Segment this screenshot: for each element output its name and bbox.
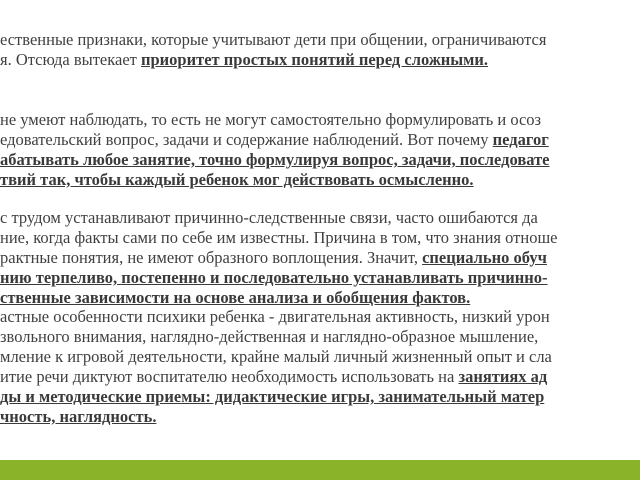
paragraph-line [0, 229, 640, 247]
paragraph-line [0, 151, 640, 169]
paragraph [0, 31, 640, 69]
paragraph-line [0, 249, 640, 267]
paragraph-line [0, 289, 640, 307]
paragraph [0, 209, 640, 307]
emphasized-text: ственные зависимости на основе анализа и обобщения фактов. [0, 288, 471, 307]
text-segment: с трудом устанавливают причинно-следственные связи, часто ошибаются да [0, 208, 538, 227]
paragraph-line [0, 51, 640, 69]
paragraph-line [0, 131, 640, 149]
text-segment: ественные признаки, которые учитывают дети при общении, ограничиваются [0, 30, 547, 49]
footer-separator [0, 448, 640, 460]
paragraph-line [0, 348, 640, 366]
text-segment: ние, когда факты сами по себе им известны. Причина в том, что знания отноше [0, 228, 558, 247]
emphasized-text: специально обуч [422, 248, 547, 267]
text-segment: рактные понятия, не имеют образного воплощения. Значит, [0, 248, 423, 267]
paragraph-line [0, 269, 640, 287]
emphasized-text: ды и методические приемы: дидактические игры, занимательный матер [0, 387, 545, 406]
text-segment: я. Отсюда вытекает [0, 50, 141, 69]
emphasized-text: твий так, чтобы каждый ребенок мог действовать осмысленно. [0, 170, 474, 189]
text-segment: звольного внимания, наглядно-действенная и наглядно-образное мышление, [0, 327, 539, 346]
paragraph-line [0, 388, 640, 406]
paragraph-line [0, 31, 640, 49]
text-segment: едовательский вопрос, задачи и содержание наблюдений. Вот почему [0, 130, 493, 149]
paragraph-line [0, 308, 640, 326]
paragraph-line [0, 368, 640, 386]
paragraph-line [0, 408, 640, 426]
paragraph [0, 308, 640, 426]
footer-bar [0, 460, 640, 480]
text-segment: астные особенности психики ребенка - двигательная активность, низкий урон [0, 307, 550, 326]
paragraph-line [0, 111, 640, 129]
paragraph-line [0, 209, 640, 227]
emphasized-text: приоритет простых понятий перед сложными. [140, 50, 489, 69]
text-segment: не умеют наблюдать, то есть не могут самостоятельно формулировать и осоз [0, 110, 542, 129]
emphasized-text: чность, наглядность. [0, 407, 157, 426]
emphasized-text: нию терпеливо, постепенно и последовательно устанавливать причинно- [0, 268, 548, 287]
emphasized-text: занятиях ад [458, 367, 548, 386]
paragraph [0, 111, 640, 189]
emphasized-text: абатывать любое занятие, точно формулируя вопрос, задачи, последовате [0, 150, 550, 169]
text-segment: итие речи диктуют воспитателю необходимость использовать на [0, 367, 459, 386]
text-segment: мление к игровой деятельности, крайне малый личный жизненный опыт и сла [0, 347, 552, 366]
emphasized-text: педагог [492, 130, 549, 149]
paragraph-line [0, 328, 640, 346]
paragraph-line [0, 171, 640, 189]
